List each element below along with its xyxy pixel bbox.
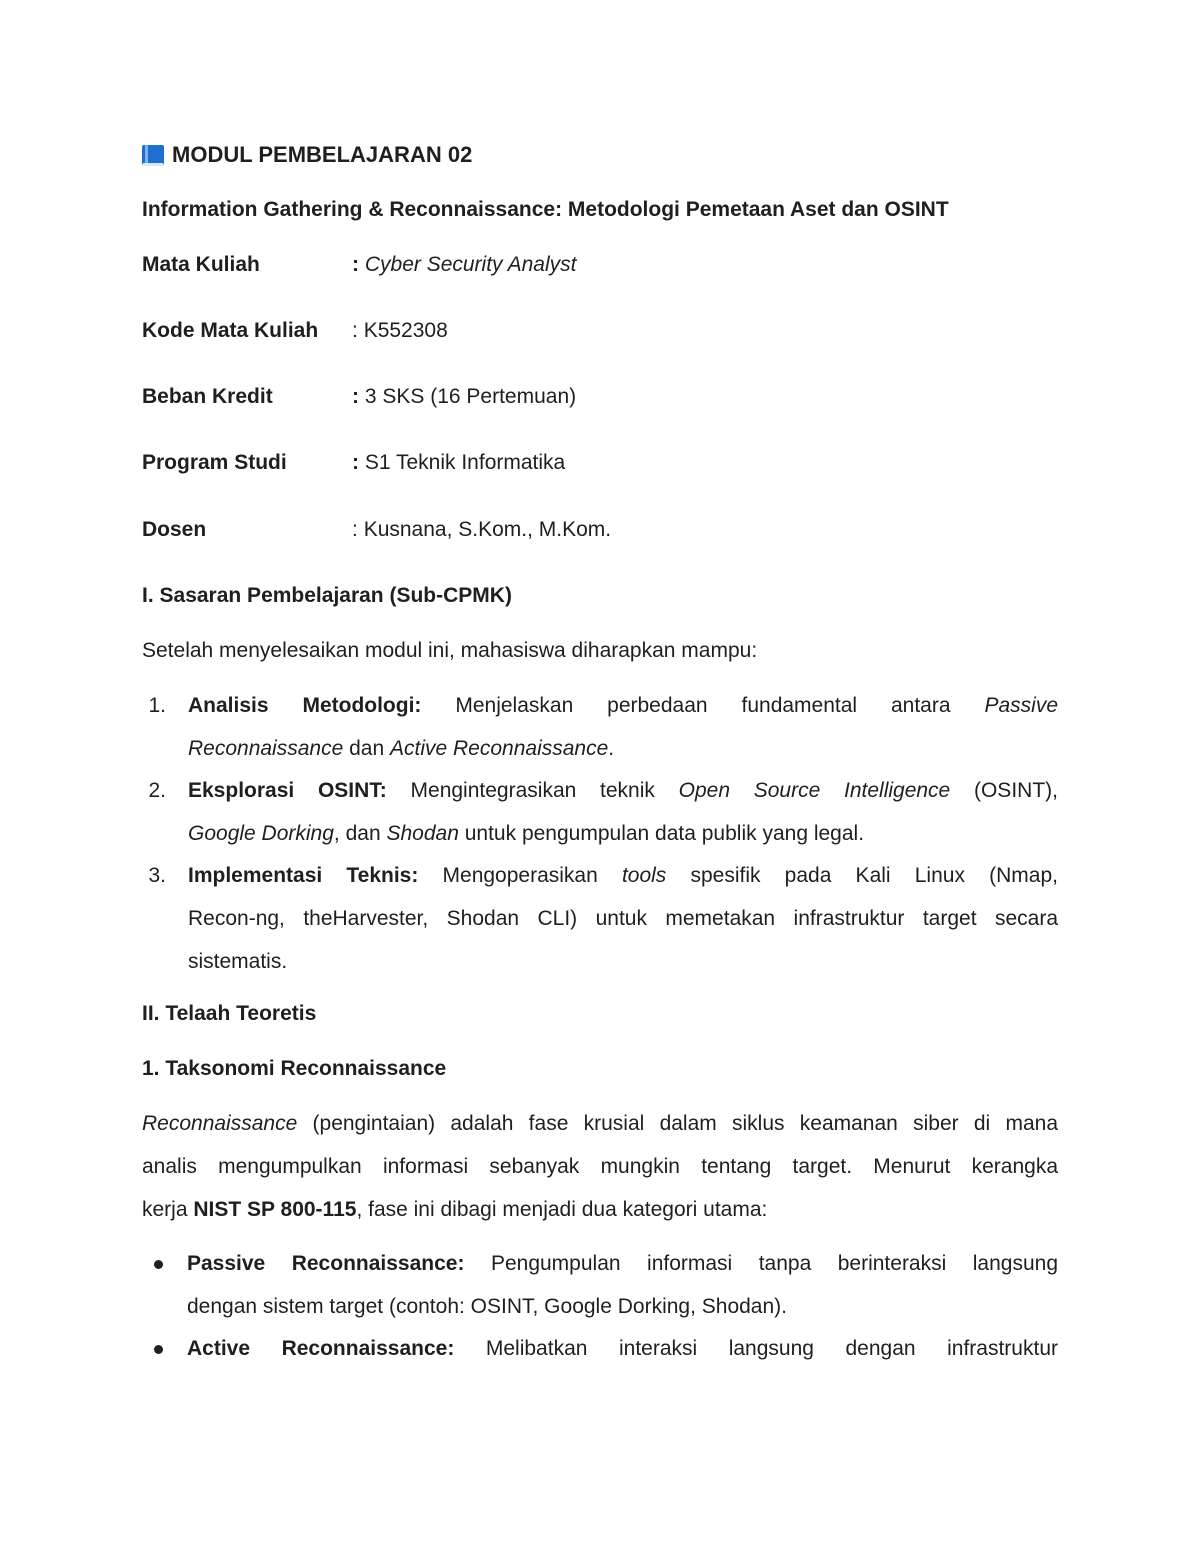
section-heading: I. Sasaran Pembelajaran (Sub-CPMK) bbox=[142, 584, 512, 607]
blue-book-icon bbox=[142, 144, 164, 166]
list-number: 3. bbox=[148, 864, 166, 887]
section-intro: Setelah menyelesaikan modul ini, mahasiswa diharapkan mampu: bbox=[142, 639, 758, 662]
document-page bbox=[142, 0, 1058, 1553]
course-info-value: : Cyber Security Analyst bbox=[352, 253, 577, 276]
list-item: Eksplorasi OSINT: Mengintegrasikan teknik Open Source Intelligence (OSINT), Google Dorking, dan Shodan untuk pengumpulan data publik yang legal. bbox=[188, 779, 1058, 845]
module-subtitle: Information Gathering & Reconnaissance: Metodologi Pemetaan Aset dan OSINT bbox=[142, 198, 949, 221]
course-info-label: Beban Kredit bbox=[142, 385, 273, 408]
list-item: Implementasi Teknis: Mengoperasikan tools spesifik pada Kali Linux (Nmap, Recon-ng, theHarvester, Shodan CLI) untuk memetakan infrastruktur target secara sistematis. bbox=[188, 864, 1058, 973]
course-info-value: : K552308 bbox=[352, 319, 448, 342]
bullet-icon bbox=[154, 1345, 163, 1354]
paragraph: Reconnaissance (pengintaian) adalah fase krusial dalam siklus keamanan siber di mana analis mengumpulkan informasi sebanyak mungkin tentang target. Menurut kerangka kerja NIST SP 800-115, fase ini dibagi menjadi dua kategori utama: bbox=[142, 1112, 1058, 1221]
course-info-value: : S1 Teknik Informatika bbox=[352, 451, 566, 474]
list-number: 2. bbox=[148, 779, 166, 802]
course-info-label: Mata Kuliah bbox=[142, 253, 260, 276]
course-info-value: : 3 SKS (16 Pertemuan) bbox=[352, 385, 577, 408]
bullet-icon bbox=[154, 1260, 163, 1269]
module-title-text: MODUL PEMBELAJARAN 02 bbox=[172, 142, 473, 167]
subsection-heading: 1. Taksonomi Reconnaissance bbox=[142, 1057, 447, 1080]
list-item: Analisis Metodologi: Menjelaskan perbedaan fundamental antara Passive Reconnaissance dan Active Reconnaissance. bbox=[188, 694, 1058, 760]
course-info-label: Kode Mata Kuliah bbox=[142, 319, 319, 342]
list-number: 1. bbox=[148, 694, 166, 717]
course-info-label: Dosen bbox=[142, 518, 207, 541]
list-item: Active Reconnaissance: Melibatkan interaksi langsung dengan infrastruktur bbox=[187, 1337, 1058, 1360]
section-heading: II. Telaah Teoretis bbox=[142, 1002, 317, 1025]
list-item: Passive Reconnaissance: Pengumpulan informasi tanpa berinteraksi langsung dengan sistem target (contoh: OSINT, Google Dorking, Shodan). bbox=[187, 1252, 1058, 1318]
module-title bbox=[142, 140, 472, 170]
course-info-value: : Kusnana, S.Kom., M.Kom. bbox=[352, 518, 612, 541]
course-info-label: Program Studi bbox=[142, 451, 287, 474]
